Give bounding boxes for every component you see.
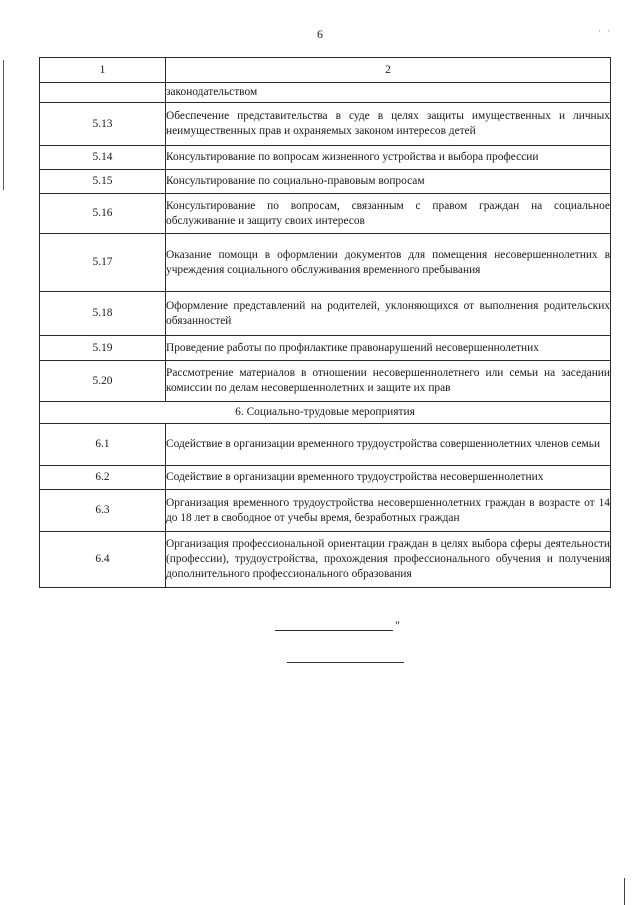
row-text: Организация профессиональной ориентации граждан в целях выбора сферы деятельности (профессии), трудоустройства, прохождения профессионального обучения и получения дополнительного профессионального образования (166, 532, 611, 588)
row-number: 5.18 (40, 292, 166, 336)
section-6-title: 6. Социально-трудовые мероприятия (40, 402, 611, 424)
header-col-1: 1 (40, 58, 166, 83)
row-number: 5.15 (40, 170, 166, 194)
scan-edge-left (3, 60, 4, 190)
page-number: 6 (317, 27, 323, 41)
scan-edge-right (624, 878, 625, 905)
table-row (40, 361, 611, 402)
section-heading-row (40, 402, 611, 424)
row-text: Содействие в организации временного трудоустройства совершеннолетних членов семьи (166, 424, 611, 466)
table-row (40, 234, 611, 292)
row-text: Организация временного трудоустройства несовершеннолетних граждан в возрасте от 14 до 18 лет в свободное от учебы время, безработных граждан (166, 490, 611, 532)
row-number: 5.17 (40, 234, 166, 292)
table-row (40, 490, 611, 532)
header-col-2: 2 (166, 58, 611, 83)
corner-mark: · · (598, 26, 613, 36)
table-row (40, 336, 611, 361)
row-number: 5.16 (40, 194, 166, 234)
table-row (40, 194, 611, 234)
row-text: Обеспечение представительства в суде в целях защиты имущественных и личных неимущественных прав и охраняемых законом интересов детей (166, 103, 611, 146)
row-number: 6.3 (40, 490, 166, 532)
row-text: Консультирование по социально-правовым вопросам (166, 170, 611, 194)
table-row (40, 103, 611, 146)
row-text: Проведение работы по профилактике правонарушений несовершеннолетних (166, 336, 611, 361)
services-table (39, 57, 611, 588)
table-row (40, 292, 611, 336)
row-number (40, 83, 166, 103)
row-number: 5.13 (40, 103, 166, 146)
table-header-row (40, 58, 611, 83)
row-text: Содействие в организации временного трудоустройства несовершеннолетних (166, 466, 611, 490)
row-number: 5.20 (40, 361, 166, 402)
row-number: 6.1 (40, 424, 166, 466)
table-row (40, 466, 611, 490)
row-text: Консультирование по вопросам, связанным с правом граждан на социальное обслуживание и защиту своих интересов (166, 194, 611, 234)
table-row (40, 146, 611, 170)
table-row (40, 532, 611, 588)
table-row (40, 83, 611, 103)
row-number: 5.19 (40, 336, 166, 361)
closing-quote-mark: " (395, 618, 400, 632)
footer-rule (287, 662, 404, 663)
row-number: 6.4 (40, 532, 166, 588)
row-text: Рассмотрение материалов в отношении несовершеннолетнего или семьи на заседании комиссии по делам несовершеннолетних и защите их прав (166, 361, 611, 402)
table-row (40, 424, 611, 466)
row-text: Консультирование по вопросам жизненного устройства и выбора профессии (166, 146, 611, 170)
row-number: 5.14 (40, 146, 166, 170)
row-number: 6.2 (40, 466, 166, 490)
closing-rule (275, 630, 393, 631)
row-text: Оказание помощи в оформлении документов для помещения несовершеннолетних в учреждения социального обслуживания временного пребывания (166, 234, 611, 292)
row-text: Оформление представлений на родителей, уклоняющихся от выполнения родительских обязанностей (166, 292, 611, 336)
row-text: законодательством (166, 83, 611, 103)
table-row (40, 170, 611, 194)
